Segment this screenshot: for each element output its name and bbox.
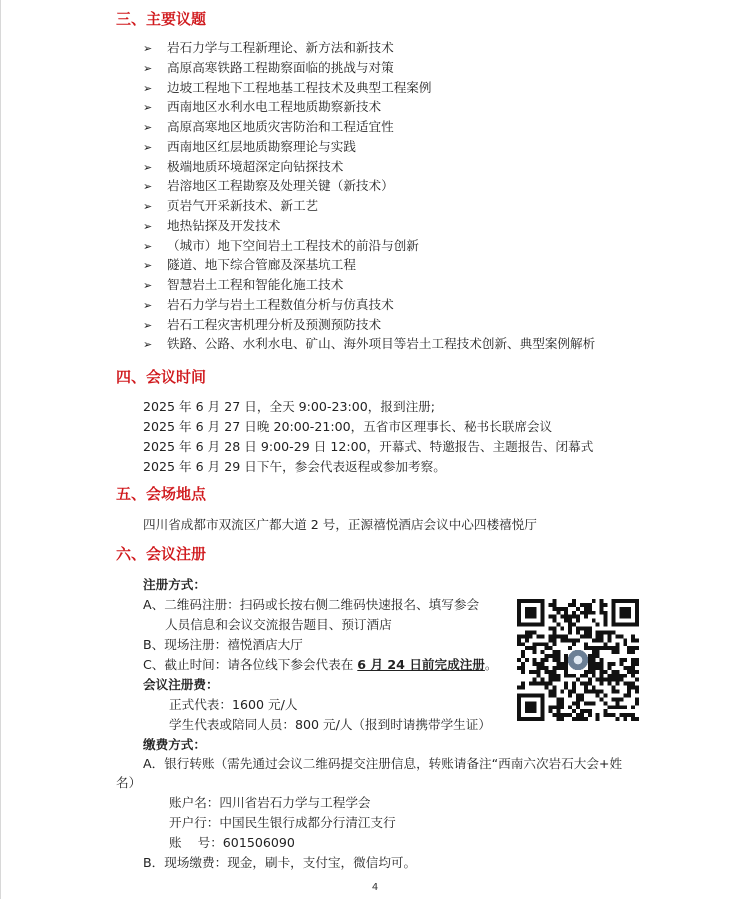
bullet-arrow-icon: ➢ bbox=[143, 81, 153, 95]
topic-item bbox=[143, 275, 595, 295]
bullet-arrow-icon: ➢ bbox=[143, 101, 153, 115]
bank-transfer-line-2: 名） bbox=[116, 775, 142, 790]
bank-transfer-line: A．银行转账（需先通过会议二维码提交注册信息，转账请备注“西南六次岩石大会+姓 bbox=[143, 756, 623, 771]
topic-item bbox=[143, 295, 595, 315]
qr-registration-line: A、二维码注册：扫码或长按右侧二维码快速报名、填写参会 bbox=[143, 597, 480, 612]
bullet-arrow-icon: ➢ bbox=[143, 259, 153, 273]
topic-list bbox=[143, 38, 595, 354]
section-6-heading: 六、会议注册 bbox=[116, 545, 207, 563]
bullet-arrow-icon: ➢ bbox=[143, 219, 153, 233]
page-number: 4 bbox=[371, 882, 379, 893]
section-5-heading: 五、会场地点 bbox=[116, 485, 207, 503]
fee-label: 会议注册费： bbox=[143, 677, 219, 692]
topic-text: 高原高寒铁路工程勘察面临的挑战与对策 bbox=[167, 59, 394, 75]
deadline-date: 6 月 24 日前完成注册 bbox=[357, 657, 485, 672]
bullet-arrow-icon: ➢ bbox=[143, 121, 153, 134]
bullet-arrow-icon: ➢ bbox=[143, 61, 153, 75]
account-number: 账 号：601506090 bbox=[169, 835, 295, 850]
payment-label: 缴费方式： bbox=[143, 737, 206, 752]
topic-item bbox=[143, 38, 595, 58]
deadline-suffix: 。 bbox=[484, 657, 498, 672]
topic-item bbox=[143, 58, 595, 78]
bullet-arrow-icon: ➢ bbox=[143, 298, 153, 312]
topic-text: 地热钻探及开发技术 bbox=[167, 217, 281, 233]
fee-student: 学生代表或陪同人员：800 元/人（报到时请携带学生证） bbox=[169, 717, 491, 732]
reg-method-label: 注册方式： bbox=[143, 577, 206, 592]
topic-text: 隧道、地下综合管廊及深基坑工程 bbox=[167, 257, 356, 273]
topic-text: 高原高寒地区地质灾害防治和工程适宜性 bbox=[167, 119, 394, 134]
topic-item bbox=[143, 78, 595, 98]
bullet-arrow-icon: ➢ bbox=[143, 279, 153, 292]
topic-item bbox=[143, 315, 595, 335]
bullet-arrow-icon: ➢ bbox=[143, 140, 153, 154]
section-3-heading: 三、主要议题 bbox=[116, 10, 207, 28]
schedule-line: 2025 年 6 月 27 日，全天 9:00-23:00，报到注册; bbox=[143, 399, 435, 414]
venue-address: 四川省成都市双流区广都大道 2 号，正源禧悦酒店会议中心四楼禧悦厅 bbox=[143, 517, 537, 532]
topic-text: 边坡工程地下工程地基工程技术及典型工程案例 bbox=[167, 79, 432, 95]
topic-item bbox=[143, 137, 595, 157]
bullet-arrow-icon: ➢ bbox=[143, 338, 153, 352]
registration-qr-code[interactable] bbox=[516, 599, 640, 721]
topic-text: 西南地区水利水电工程地质勘察新技术 bbox=[167, 99, 382, 115]
topic-item bbox=[143, 255, 595, 275]
topic-text: 智慧岩土工程和智能化施工技术 bbox=[167, 277, 344, 292]
topic-item bbox=[143, 117, 595, 137]
topic-text: （城市）地下空间岩土工程技术的前沿与创新 bbox=[167, 237, 419, 253]
bullet-arrow-icon: ➢ bbox=[143, 200, 153, 213]
topic-item bbox=[143, 176, 595, 196]
bank-name: 开户行：中国民生银行成都分行清江支行 bbox=[169, 815, 396, 830]
topic-item bbox=[143, 157, 595, 177]
topic-item bbox=[143, 196, 595, 216]
qr-registration-line-2: 人员信息和会议交流报告题目、预订酒店 bbox=[165, 617, 392, 632]
onsite-registration: B、现场注册：禧悦酒店大厅 bbox=[143, 637, 303, 652]
topic-item bbox=[143, 216, 595, 236]
topic-text: 岩溶地区工程勘察及处理关键（新技术） bbox=[167, 178, 394, 194]
deadline-line bbox=[143, 654, 498, 673]
topic-text: 页岩气开采新技术、新工艺 bbox=[167, 198, 319, 213]
schedule-line: 2025 年 6 月 29 日下午，参会代表返程或参加考察。 bbox=[143, 459, 446, 474]
topic-text: 岩石工程灾害机理分析及预测预防技术 bbox=[167, 316, 382, 332]
topic-text: 铁路、公路、水利水电、矿山、海外项目等岩土工程技术创新、典型案例解析 bbox=[167, 336, 596, 352]
account-name: 账户名：四川省岩石力学与工程学会 bbox=[169, 795, 371, 810]
bullet-arrow-icon: ➢ bbox=[143, 160, 153, 174]
bullet-arrow-icon: ➢ bbox=[143, 42, 153, 55]
topic-text: 西南地区红层地质勘察理论与实践 bbox=[167, 138, 356, 154]
topic-text: 岩石力学与工程新理论、新方法和新技术 bbox=[167, 40, 394, 55]
topic-text: 极端地质环境超深定向钻探技术 bbox=[167, 158, 344, 174]
topic-item bbox=[143, 97, 595, 117]
topic-item bbox=[143, 236, 595, 256]
page-left-edge bbox=[0, 0, 1, 899]
bullet-arrow-icon: ➢ bbox=[143, 239, 153, 253]
bullet-arrow-icon: ➢ bbox=[143, 318, 153, 332]
topic-item bbox=[143, 334, 595, 354]
bullet-arrow-icon: ➢ bbox=[143, 180, 153, 194]
schedule-line: 2025 年 6 月 27 日晚 20:00-21:00，五省市区理事长、秘书长联席会议 bbox=[143, 419, 553, 434]
topic-text: 岩石力学与岩土工程数值分析与仿真技术 bbox=[167, 296, 394, 312]
schedule-line: 2025 年 6 月 28 日 9:00-29 日 12:00，开幕式、特邀报告、主题报告、闭幕式 bbox=[143, 439, 594, 454]
section-4-heading: 四、会议时间 bbox=[116, 368, 207, 386]
fee-formal: 正式代表：1600 元/人 bbox=[169, 697, 298, 712]
onsite-payment: B．现场缴费：现金，刷卡，支付宝，微信均可。 bbox=[143, 855, 417, 870]
deadline-prefix: C、截止时间：请各位线下参会代表在 bbox=[143, 657, 358, 672]
